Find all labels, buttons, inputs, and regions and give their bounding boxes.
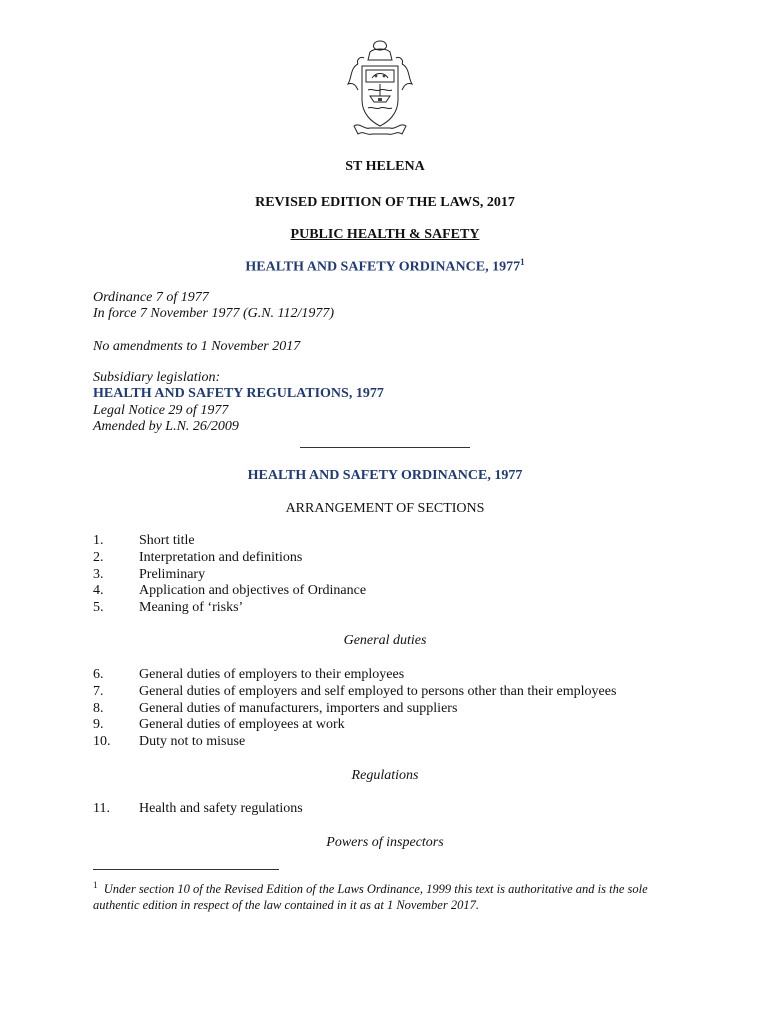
- list-item[interactable]: 4. Application and objectives of Ordinance: [93, 583, 367, 599]
- list-item[interactable]: 10. Duty not to misuse: [93, 734, 246, 750]
- list-item[interactable]: 5. Meaning of ‘risks’: [93, 600, 244, 616]
- ordinance-title: [0, 257, 770, 276]
- list-item[interactable]: 2. Interpretation and definitions: [93, 549, 303, 565]
- list-item[interactable]: 1. Short title: [93, 533, 195, 548]
- list-item[interactable]: 11. Health and safety regulations: [93, 801, 303, 816]
- section-list-1: [93, 533, 366, 617]
- footnote-mark: 1: [93, 880, 98, 890]
- footnote-text: Under section 10 of the Revised Edition of the Laws Ordinance, 1999 this text is authoritative and is the sole authentic edition in respect of the law contained in it as at 1 November 2017.: [93, 882, 648, 913]
- list-item[interactable]: 8. General duties of manufacturers, importers and suppliers: [93, 700, 458, 716]
- coat-of-arms-icon: [340, 38, 420, 140]
- ordinance-title-text: HEALTH AND SAFETY ORDINANCE, 1977: [245, 259, 521, 275]
- section-list-3: [93, 801, 303, 818]
- footnote-reference[interactable]: 1: [520, 257, 525, 267]
- group-heading-regulations: Regulations: [351, 768, 419, 783]
- footnote: [93, 877, 693, 913]
- group-heading-general-duties: General duties: [343, 633, 427, 648]
- legal-notice: Legal Notice 29 of 1977: [93, 403, 229, 418]
- section-divider: [300, 447, 470, 448]
- footnote-rule: [93, 869, 279, 870]
- ordinance-number: Ordinance 7 of 1977: [93, 290, 209, 305]
- list-item[interactable]: 3. Preliminary: [93, 566, 206, 582]
- amended-by: Amended by L.N. 26/2009: [93, 419, 239, 434]
- group-heading-powers-of-inspectors: Powers of inspectors: [326, 835, 444, 850]
- subsidiary-title: HEALTH AND SAFETY REGULATIONS, 1977: [93, 386, 384, 401]
- territory-heading: ST HELENA: [345, 159, 425, 174]
- list-item[interactable]: 7. General duties of employers and self employed to persons other than their employees: [93, 683, 617, 699]
- category-heading: PUBLIC HEALTH & SAFETY: [290, 227, 480, 242]
- subsidiary-label: Subsidiary legislation:: [93, 370, 221, 385]
- list-item[interactable]: 9. General duties of employees at work: [93, 717, 345, 733]
- amendments-note: No amendments to 1 November 2017: [93, 339, 301, 354]
- arrangement-title: HEALTH AND SAFETY ORDINANCE, 1977: [247, 468, 523, 483]
- arrangement-heading: ARRANGEMENT OF SECTIONS: [285, 501, 485, 516]
- edition-heading: REVISED EDITION OF THE LAWS, 2017: [255, 195, 515, 210]
- list-item[interactable]: 6. General duties of employers to their employees: [93, 667, 405, 682]
- in-force-date: In force 7 November 1977 (G.N. 112/1977): [93, 306, 335, 321]
- section-list-2: [93, 667, 616, 751]
